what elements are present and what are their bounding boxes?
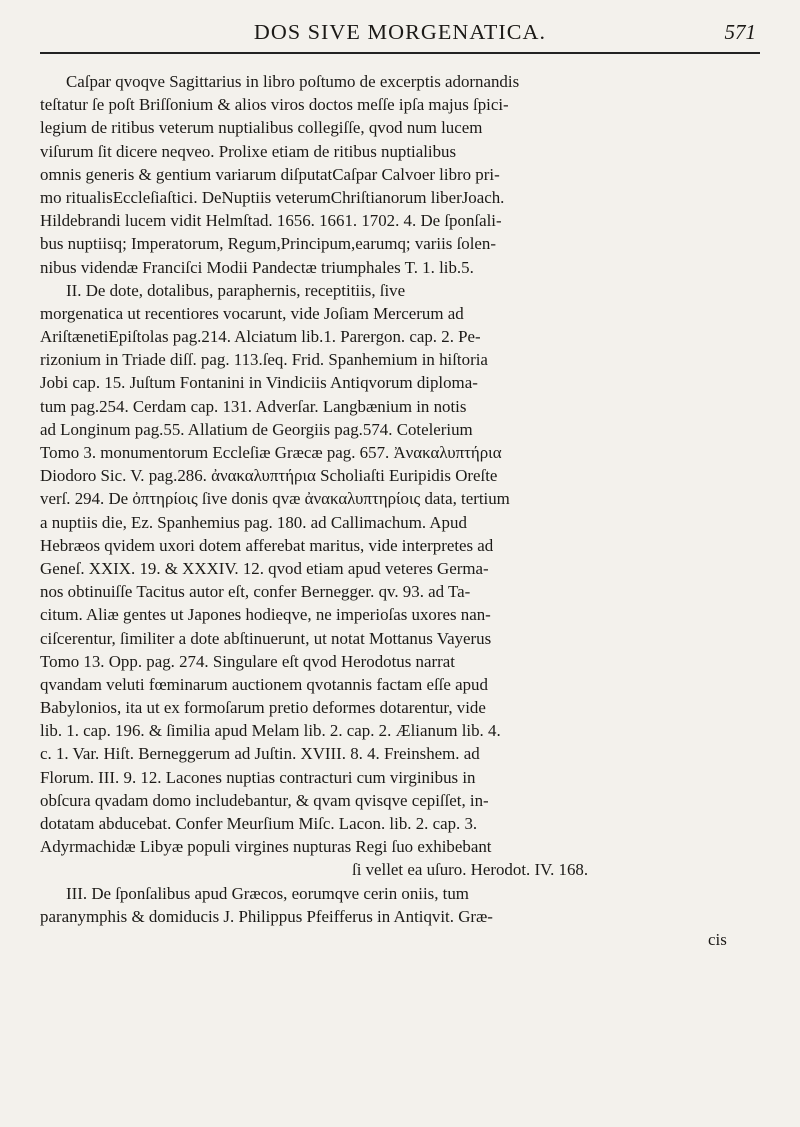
text-line: morgenatica ut recentiores vocarunt, vide Joſiam Mercerum ad — [40, 303, 464, 323]
text-line: Tomo 3. monumentorum Eccleſiæ Græcæ pag. 657. Ἀνακαλυπτήρια — [40, 443, 502, 462]
text-line: legium de ritibus veterum nuptialibus collegiſſe, qvod num lucem — [40, 118, 483, 138]
text-line: paranymphis & domiducis J. Philippus Pfeifferus in Antiqvit. Græ- — [40, 906, 493, 926]
text-line: mo ritualisEccleſiaſtici. DeNuptiis veterumChriſtianorum liberJoach. — [40, 187, 505, 207]
body-text — [40, 70, 760, 951]
section-heading-line: II. De dote, dotalibus, paraphernis, receptitiis, ſive — [66, 280, 406, 300]
text-line: citum. Aliæ gentes ut Japones hodieqve, ne imperioſas uxores nan- — [40, 605, 491, 625]
text-line: dotatam abducebat. Confer Meurſium Miſc. Lacon. lib. 2. cap. 3. — [40, 814, 478, 833]
text-line: Adyrmachidæ Libyæ populi virgines nupturas Regi ſuo exhibebant — [40, 837, 492, 857]
text-line: Florum. III. 9. 12. Lacones nuptias contracturi cum virginibus in — [40, 767, 476, 787]
text-line: lib. 1. cap. 196. & ſimilia apud Melam lib. 2. cap. 2. Ælianum lib. 4. — [40, 721, 501, 741]
text-line: tum pag.254. Cerdam cap. 131. Adverſar. Langbænium in notis — [40, 396, 467, 416]
text-line: teſtatur ſe poſt Briſſonium & alios viros doctos meſſe ipſa majus ſpici- — [40, 95, 509, 115]
text-line: omnis generis & gentium variarum diſputatCaſpar Calvoer libro pri- — [40, 164, 500, 184]
text-line: Babylonios, ita ut ex formoſarum pretio deformes dotarentur, vide — [40, 698, 486, 718]
text-line: nibus videndæ Franciſci Modii Pandectæ triumphales T. 1. lib.5. — [40, 257, 474, 277]
running-title: DOS SIVE MORGENATICA. — [253, 20, 547, 44]
text-line: qvandam veluti fœminarum auctionem qvotannis factam eſſe apud — [40, 674, 488, 694]
text-line: Geneſ. XXIX. 19. & XXXIV. 12. qvod etiam apud veteres Germa- — [40, 558, 489, 578]
text-line: c. 1. Var. Hiſt. Berneggerum ad Juſtin. XVIII. 8. 4. Freinshem. ad — [40, 744, 480, 764]
text-line: Caſpar qvoqve Sagittarius in libro poſtumo de excerptis adornandis — [66, 72, 520, 91]
text-line: ciſcerentur, ſimiliter a dote abſtinuerunt, ut notat Mottanus Vayerus — [40, 628, 492, 648]
text-line: ad Longinum pag.55. Allatium de Georgiis pag.574. Cotelerium — [40, 419, 473, 439]
text-line: AriſtænetiEpiſtolas pag.214. Alciatum lib.1. Parergon. cap. 2. Pe- — [40, 327, 481, 347]
text-line: obſcura qvadam domo includebantur, & qvam qvisqve cepiſſet, in- — [40, 790, 489, 810]
text-line: Diodoro Sic. V. pag.286. ἀνακαλυπτήρια Scholiaſti Euripidis Oreſte — [40, 466, 498, 486]
page-number: 571 — [724, 20, 756, 44]
section-heading-line: III. De ſponſalibus apud Græcos, eorumqve cerin oniis, tum — [66, 883, 469, 903]
text-line: a nuptiis die, Ez. Spanhemius pag. 180. ad Callimachum. Apud — [40, 512, 467, 532]
text-line: Hildebrandi lucem vidit Helmſtad. 1656. 1661. 1702. 4. De ſponſali- — [40, 211, 502, 231]
catchword: cis — [708, 929, 727, 949]
text-line: bus nuptiisq; Imperatorum, Regum,Principum,earumq; variis ſolen- — [40, 234, 496, 254]
text-line: Jobi cap. 15. Juſtum Fontanini in Vindiciis Antiqvorum diploma- — [40, 373, 478, 393]
text-line: Tomo 13. Opp. pag. 274. Singulare eſt qvod Herodotus narrat — [40, 651, 455, 671]
text-line: rizonium in Triade diſſ. pag. 113.ſeq. Frid. Spanhemium in hiſtoria — [40, 350, 488, 370]
page-header — [40, 14, 760, 54]
text-line: ſi vellet ea uſuro. Herodot. IV. 168. — [352, 860, 589, 880]
text-line: nos obtinuiſſe Tacitus autor eſt, confer Bernegger. qv. 93. ad Ta- — [40, 582, 471, 602]
text-line: viſurum ſit dicere neqveo. Prolixe etiam de ritibus nuptialibus — [40, 141, 457, 161]
text-line: verſ. 294. De ὀπτηρίοις ſive donis qvæ ἀνακαλυπτηρίοις data, tertium — [40, 489, 510, 509]
text-line: Hebræos qvidem uxori dotem afferebat maritus, vide interpretes ad — [40, 535, 494, 555]
